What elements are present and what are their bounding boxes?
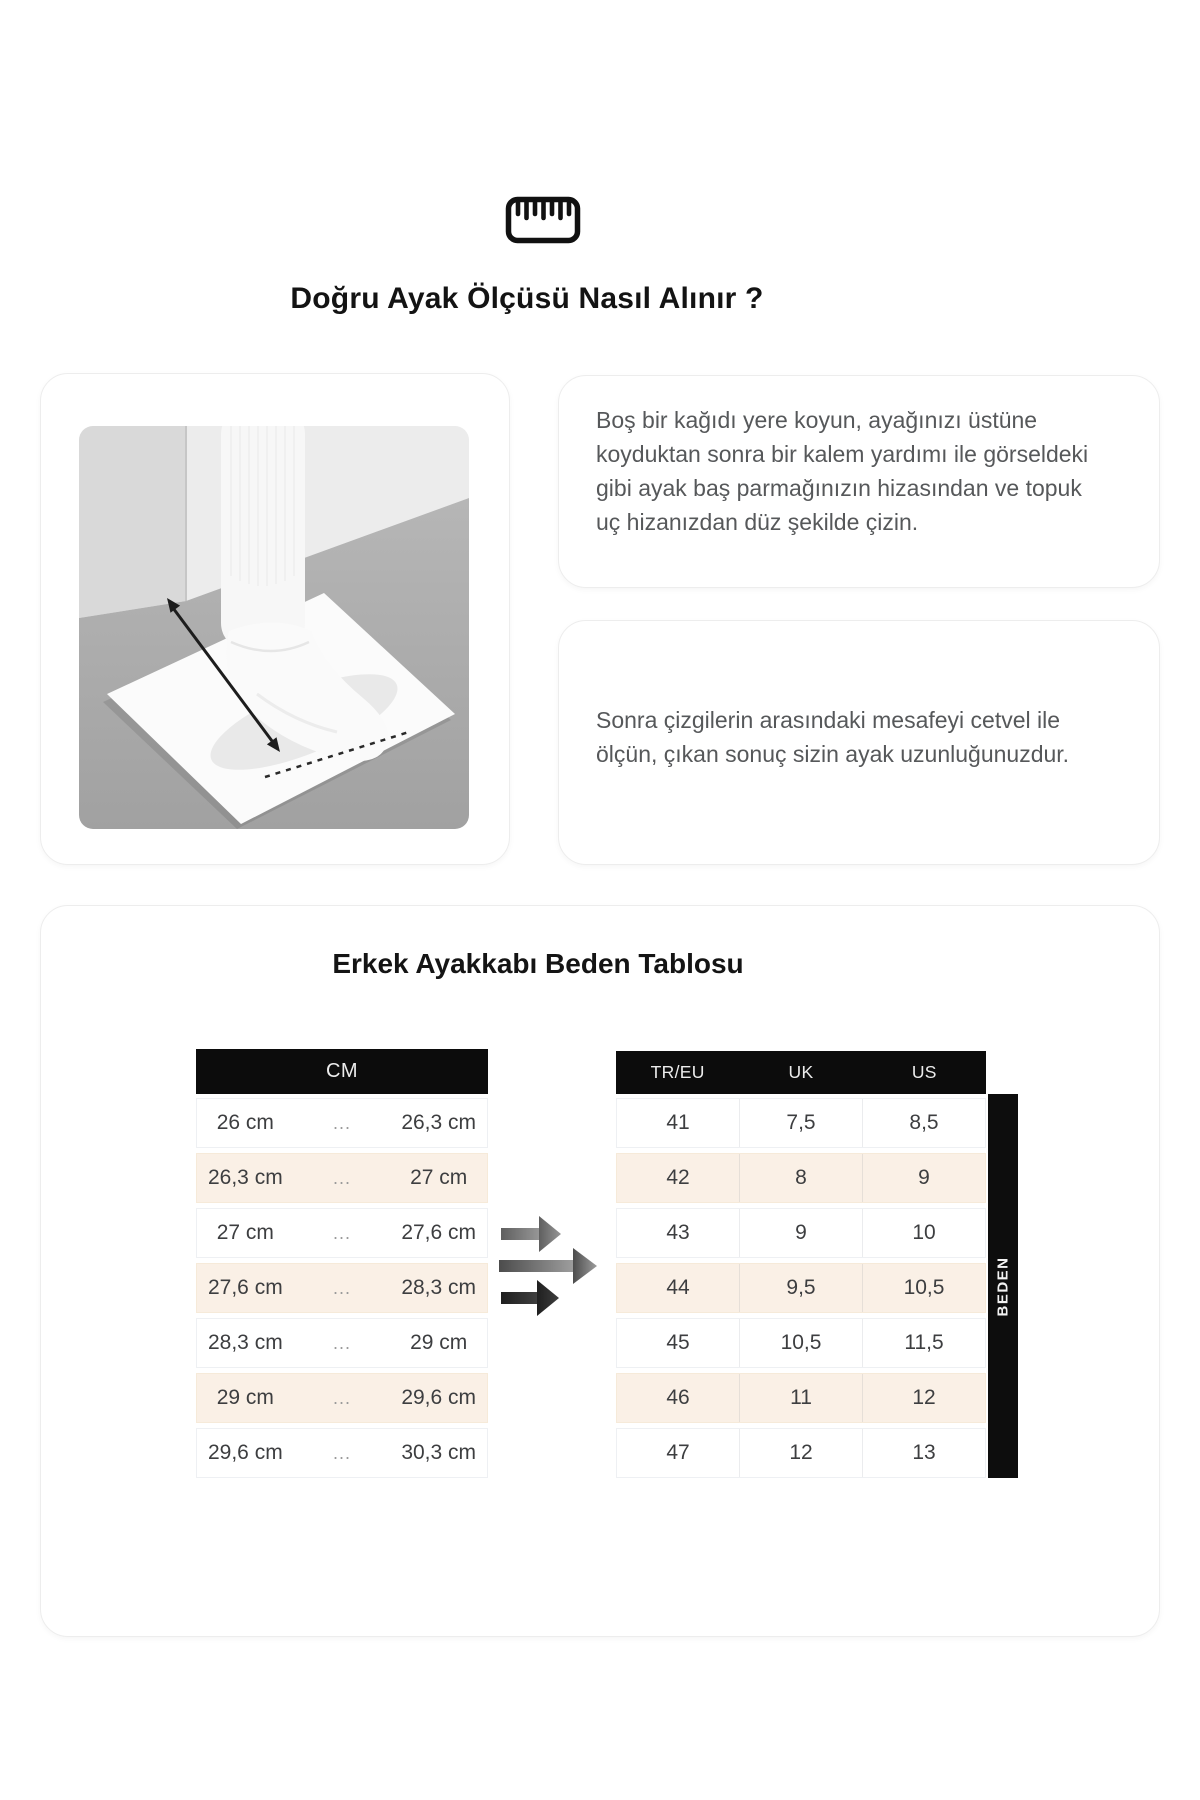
cm-from: 26 cm — [216, 1111, 274, 1134]
size-table-row — [616, 1263, 986, 1313]
size-table-row — [616, 1153, 986, 1203]
cm-from: 28,3 cm — [207, 1331, 283, 1354]
cm-table-row — [196, 1098, 488, 1148]
cm-separator: ... — [333, 1387, 352, 1408]
size-table-row — [616, 1318, 986, 1368]
cm-table-row — [196, 1153, 488, 1203]
tr-eu-size: 47 — [666, 1441, 690, 1464]
cm-from: 26,3 cm — [207, 1166, 283, 1189]
tr-eu-size: 43 — [666, 1221, 690, 1244]
beden-label: BEDEN — [994, 1255, 1012, 1317]
uk-size: 11 — [739, 1374, 862, 1422]
cm-table-row — [196, 1263, 488, 1313]
cm-to: 29,6 cm — [401, 1386, 477, 1409]
uk-size: 10,5 — [739, 1319, 862, 1367]
cm-separator: ... — [333, 1332, 352, 1353]
instruction-step-2-text: Sonra çizgilerin arasındaki mesafeyi cetvel ile ölçün, çıkan sonuç sizin ayak uzunluğunuzdur. — [596, 707, 1070, 767]
cm-table-header: CM — [196, 1049, 488, 1094]
size-table-row — [616, 1373, 986, 1423]
cm-from: 29,6 cm — [207, 1441, 283, 1464]
cm-separator: ... — [333, 1112, 352, 1133]
size-table-title: Erkek Ayakkabı Beden Tablosu — [332, 948, 744, 979]
cm-table-row — [196, 1428, 488, 1478]
cm-to: 29 cm — [410, 1331, 468, 1354]
instruction-step-2-card — [558, 620, 1160, 865]
instruction-step-1-card — [558, 375, 1160, 588]
cm-to: 27 cm — [410, 1166, 468, 1189]
cm-table-row — [196, 1318, 488, 1368]
intl-size-table-header — [616, 1051, 986, 1094]
size-table-row — [616, 1208, 986, 1258]
cm-to: 28,3 cm — [401, 1276, 477, 1299]
transfer-arrows-icon — [499, 1214, 601, 1318]
cm-from: 27 cm — [216, 1221, 274, 1244]
us-size: 10,5 — [862, 1264, 985, 1312]
us-size: 13 — [862, 1429, 985, 1477]
beden-vertical-label-bar — [988, 1094, 1018, 1478]
header-uk: UK — [788, 1062, 814, 1082]
size-table-row — [616, 1428, 986, 1478]
cm-separator: ... — [333, 1167, 352, 1188]
cm-from: 29 cm — [216, 1386, 274, 1409]
cm-table-row — [196, 1208, 488, 1258]
size-table-row — [616, 1098, 986, 1148]
foot-measurement-photo — [79, 426, 469, 829]
us-size: 8,5 — [862, 1099, 985, 1147]
foot-measurement-photo-card — [40, 373, 510, 865]
page-title: Doğru Ayak Ölçüsü Nasıl Alınır ? — [290, 282, 764, 315]
uk-size: 12 — [739, 1429, 862, 1477]
cm-to: 30,3 cm — [401, 1441, 477, 1464]
cm-separator: ... — [333, 1277, 352, 1298]
uk-size: 9,5 — [739, 1264, 862, 1312]
tr-eu-size: 44 — [666, 1276, 690, 1299]
cm-separator: ... — [333, 1442, 352, 1463]
tr-eu-size: 46 — [666, 1386, 690, 1409]
size-table-card — [40, 905, 1160, 1637]
us-size: 11,5 — [862, 1319, 985, 1367]
cm-to: 26,3 cm — [401, 1111, 477, 1134]
uk-size: 8 — [739, 1154, 862, 1202]
tr-eu-size: 41 — [666, 1111, 690, 1134]
instruction-step-1-text: Boş bir kağıdı yere koyun, ayağınızı üstüne koyduktan sonra bir kalem yardımı ile görseldeki gibi ayak baş parmağınızın hizasından ve topuk uç hizanızdan düz şekilde çizin. — [596, 407, 1089, 535]
cm-table-row — [196, 1373, 488, 1423]
uk-size: 9 — [739, 1209, 862, 1257]
cm-table — [196, 1049, 488, 1478]
us-size: 12 — [862, 1374, 985, 1422]
intl-size-table — [616, 1051, 986, 1478]
cm-to: 27,6 cm — [401, 1221, 477, 1244]
tr-eu-size: 45 — [666, 1331, 690, 1354]
header-tr-eu: TR/EU — [650, 1062, 705, 1082]
tr-eu-size: 42 — [666, 1166, 690, 1189]
us-size: 10 — [862, 1209, 985, 1257]
cm-separator: ... — [333, 1222, 352, 1243]
us-size: 9 — [862, 1154, 985, 1202]
uk-size: 7,5 — [739, 1099, 862, 1147]
ruler-icon — [505, 196, 581, 244]
cm-from: 27,6 cm — [207, 1276, 283, 1299]
header-us: US — [911, 1062, 937, 1082]
